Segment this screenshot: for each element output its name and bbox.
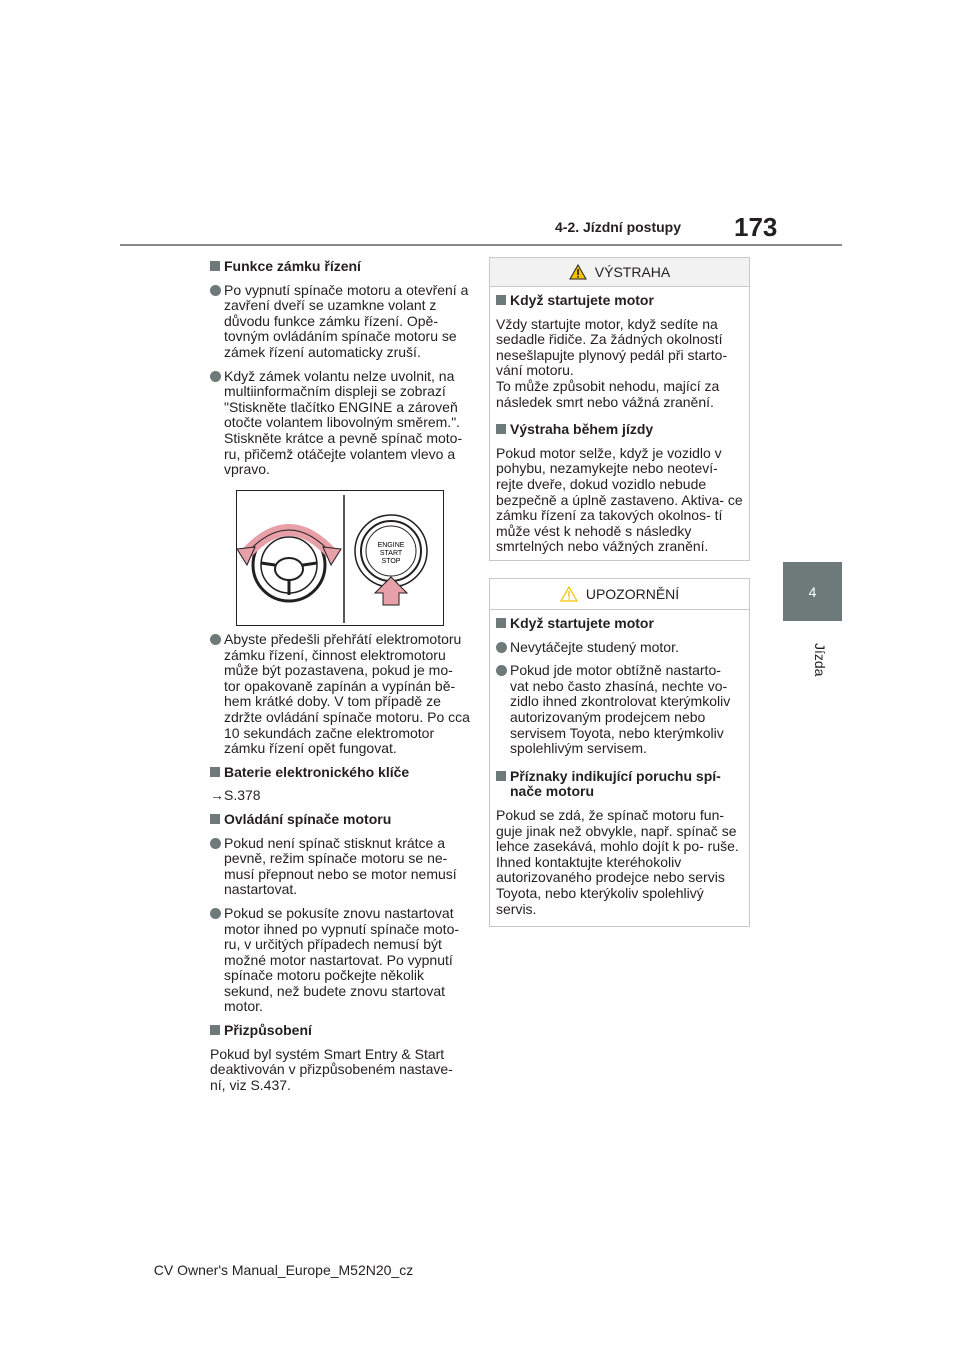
button-label-engine: ENGINE <box>377 542 405 549</box>
warning-heading-driving: Výstraha během jízdy <box>496 422 743 438</box>
left-column-top <box>210 259 472 478</box>
bullet-steering-lock-2: Když zámek volantu nelze uvolnit, na multiinformačním displeji se zobrazí "Stiskněte tlačítko ENGINE a zároveň otočte volantem libovolným směrem.". Stiskněte krátce a pevně spínač moto- ru, přičemž otáčejte volantem vlevo a vpravo. <box>210 369 472 478</box>
header-rule <box>120 244 842 246</box>
page-number: 173 <box>734 212 778 242</box>
button-label-start: START <box>379 550 403 557</box>
chapter-label: Jízda <box>812 643 828 677</box>
chapter-tab <box>783 562 842 621</box>
chapter-number: 4 <box>808 583 817 600</box>
steering-wheel-and-button-icon <box>237 491 443 625</box>
bullet-engine-switch-2: Pokud se pokusíte znovu nastartovat motor ihned po vypnutí spínače moto- ru, v určitých případech nemusí být možné motor nastartovat. Po vypnutí spínače motoru počkejte několik sekund, než budete znovu startovat motor. <box>210 906 472 1015</box>
footer-text: CV Owner's Manual_Europe_M52N20_cz <box>153 1262 414 1278</box>
heading-steering-lock: Funkce zámku řízení <box>210 259 472 275</box>
notice-heading-malfunction: Příznaky indikující poruchu spí- nače motoru <box>496 769 743 800</box>
notice-bullet-2: Pokud jde motor obtížně nastarto- vat nebo často zhasíná, nechte vo- zidlo ihned zkontrolovat kterýmkoliv autorizovaným prodejcem nebo servisem Toyota, nebo kterýmkoliv spolehlivým servisem. <box>496 663 743 757</box>
warning-box <box>489 257 750 561</box>
heading-engine-switch: Ovládání spínače motoru <box>210 812 472 828</box>
notice-text-malfunction: Pokud se zdá, že spínač motoru fun- guje jinak než obvykle, např. spínač se lehce zasekává, mohlo dojít k po- ruše. Ihned kontaktujte kteréhokoliv autorizovaného prodejce nebo servis Toyota, nebo kterýkoliv spolehlivý servis. <box>496 806 739 917</box>
warning-header <box>490 258 749 287</box>
notice-bullet-1: Nevytáčejte studený motor. <box>496 640 743 656</box>
warning-text-driving: Pokud motor selže, když je vozidlo v pohybu, nezamykejte nebo neoteví- rejte dveře, dokud vozidlo nebude bezpečně a úplně zastaveno. Aktiva- ce zámku řízení za takových okolnos- tí může vést k nehodě s následky smrtelných nebo vážných zranění. <box>496 444 743 555</box>
heading-customization: Přizpůsobení <box>210 1023 472 1039</box>
warning-heading-start: Když startujete motor <box>496 293 743 309</box>
warning-text-start: Vždy startujte motor, když sedíte na sedadle řidiče. Za žádných okolností nesešlapujte plynový pedál při starto- vání motoru. To může způsobit nehodu, mající za následek smrt nebo vážná zranění. <box>496 315 728 410</box>
notice-header <box>490 579 749 610</box>
notice-heading-start: Když startujete motor <box>496 616 743 632</box>
button-label-stop: STOP <box>381 558 401 565</box>
steering-lock-illustration <box>236 490 444 626</box>
bullet-engine-switch-1: Pokud není spínač stisknut krátce a pevně, režim spínače motoru se ne- musí přepnout nebo se motor nemusí nastartovat. <box>210 836 472 898</box>
warning-triangle-icon <box>569 264 587 280</box>
notice-triangle-icon <box>560 586 578 602</box>
bullet-steering-lock-1: Po vypnutí spínače motoru a otevření a zavření dveří se uzamkne volant z důvodu funkce zámku řízení. Opě- tovným ovládáním spínače motoru se zámek řízení automaticky zruší. <box>210 283 472 361</box>
section-title: 4-2. Jízdní postupy <box>555 219 682 235</box>
notice-box <box>489 578 750 927</box>
bullet-overheat: Abyste předešli přehřátí elektromotoru zámku řízení, činnost elektromotoru může být pozastavena, pokud je mo- tor opakovaně zapínán a vypínán bě- hem krátké doby. V tom případě ze zdržte ovládání spínače motoru. Po cca 10 sekundách začne elektromotor zámku řízení opět fungovat. <box>210 632 472 757</box>
heading-key-battery: Baterie elektronického klíče <box>210 765 472 781</box>
page-reference: →S.378 <box>210 787 261 804</box>
notice-title: UPOZORNĚNÍ <box>585 586 680 602</box>
customization-text: Pokud byl systém Smart Entry & Start deaktivován v přizpůsobeném nastave- ní, viz S.437. <box>210 1045 453 1093</box>
left-column-bottom <box>210 632 472 1093</box>
warning-title: VÝSTRAHA <box>594 264 671 280</box>
